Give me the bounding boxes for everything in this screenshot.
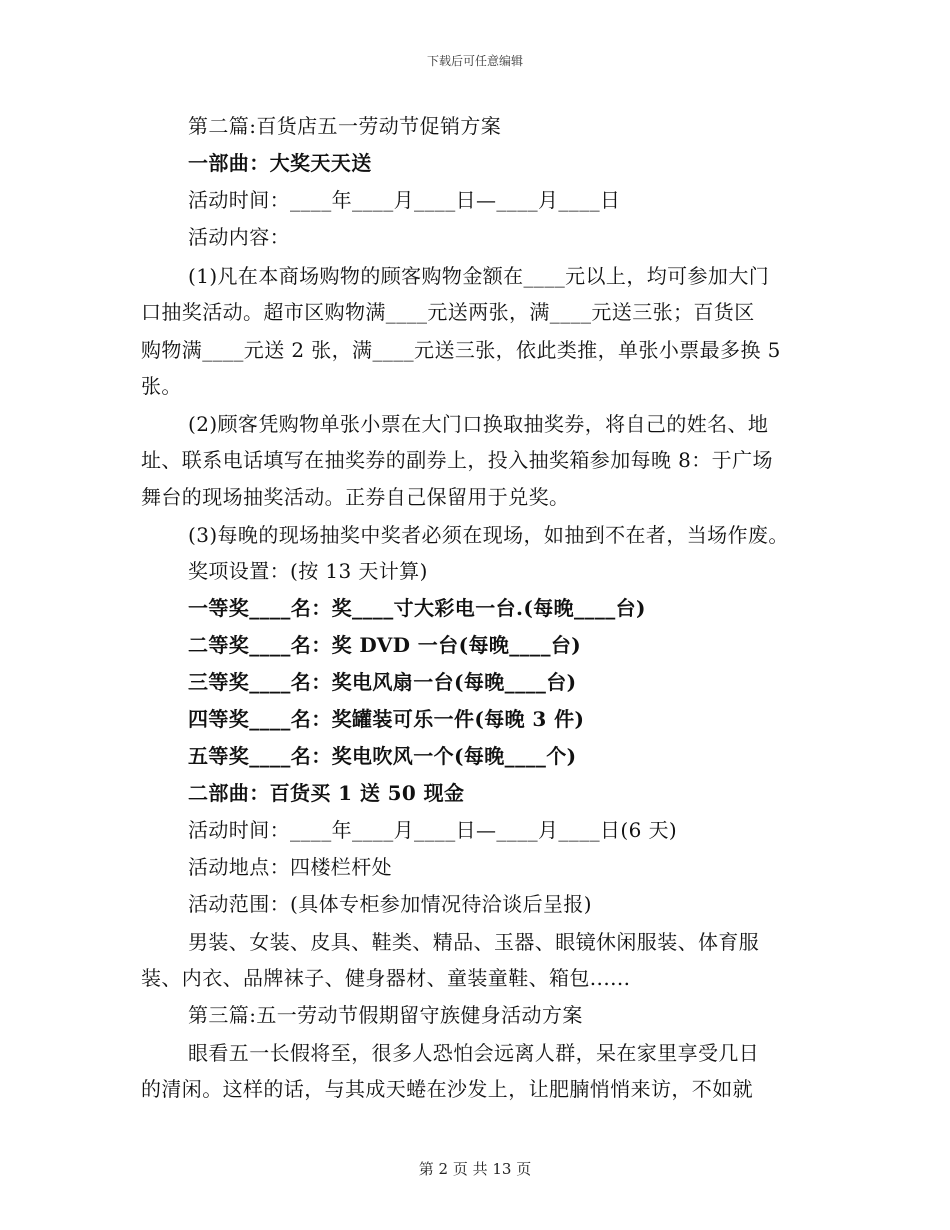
- paragraph-line: 第二篇:百货店五一劳动节促销方案: [188, 114, 502, 138]
- paragraph-line: (2)顾客凭购物单张小票在大门口换取抽奖券，将自己的姓名、地: [188, 412, 769, 436]
- heading-line: 五等奖____名：奖电吹风一个(每晚____个): [188, 744, 577, 768]
- paragraph-line: 活动地点：四楼栏杆处: [188, 855, 392, 879]
- paragraph-line: 活动时间：____年____月____日—____月____日: [188, 188, 621, 212]
- paragraph-line: 活动范围：(具体专柜参加情况待洽谈后呈报): [188, 892, 593, 916]
- paragraph-line: 购物满____元送 2 张，满____元送三张，依此类推，单张小票最多换 5: [141, 338, 781, 362]
- paragraph-line: 舞台的现场抽奖活动。正券自己保留用于兑奖。: [141, 485, 570, 509]
- paragraph-line: 男装、女装、皮具、鞋类、精品、玉器、眼镜休闲服装、体育服: [188, 930, 760, 954]
- paragraph-line: 第三篇:五一劳动节假期留守族健身活动方案: [188, 1003, 583, 1027]
- heading-line: 二部曲：百货买 1 送 50 现金: [188, 781, 465, 805]
- heading-line: 一部曲：大奖天天送: [188, 151, 372, 175]
- paragraph-line: (3)每晚的现场抽奖中奖者必须在现场，如抽到不在者，当场作废。: [188, 523, 789, 547]
- heading-line: 一等奖____名：奖____寸大彩电一台.(每晚____台): [188, 596, 646, 620]
- paragraph-line: (1)凡在本商场购物的顾客购物金额在____元以上，均可参加大门: [188, 264, 770, 288]
- paragraph-line: 奖项设置：(按 13 天计算): [188, 559, 428, 583]
- page-footer: 第 2 页 共 13 页: [418, 1160, 532, 1178]
- paragraph-line: 张。: [141, 374, 182, 398]
- paragraph-line: 址、联系电话填写在抽奖券的副券上，投入抽奖箱参加每晚 8：于广场: [141, 448, 773, 472]
- heading-line: 二等奖____名：奖 DVD 一台(每晚____台): [188, 633, 582, 657]
- paragraph-line: 的清闲。这样的话，与其成天蜷在沙发上，让肥腩悄悄来访，不如就: [141, 1077, 753, 1101]
- heading-line: 四等奖____名：奖罐装可乐一件(每晚 3 件): [188, 707, 585, 731]
- paragraph-line: 活动内容：: [188, 225, 290, 249]
- paragraph-line: 口抽奖活动。超市区购物满____元送两张，满____元送三张；百货区: [141, 300, 755, 324]
- paragraph-line: 装、内衣、品牌袜子、健身器材、童装童鞋、箱包......: [141, 966, 631, 990]
- heading-line: 三等奖____名：奖电风扇一台(每晚____台): [188, 670, 577, 694]
- paragraph-line: 眼看五一长假将至，很多人恐怕会远离人群，呆在家里享受几日: [188, 1041, 760, 1065]
- paragraph-line: 活动时间：____年____月____日—____月____日(6 天): [188, 818, 678, 842]
- page-header: 下载后可任意编辑: [426, 54, 523, 68]
